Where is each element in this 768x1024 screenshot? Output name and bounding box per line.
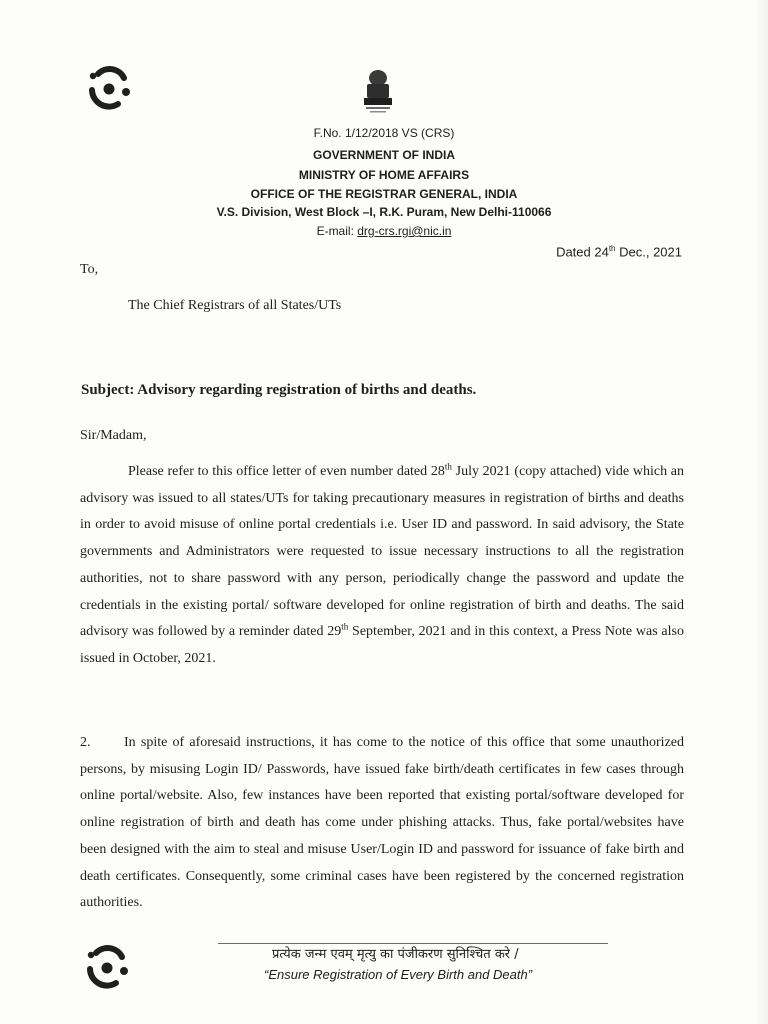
date-suffix: Dec., 2021 — [615, 244, 682, 260]
paragraph-1-part-3: September, 2021 and in this context, a Press Note was also issued in October, 2021. — [80, 624, 684, 666]
footer-slogan-english: “Ensure Registration of Every Birth and Death” — [264, 967, 533, 982]
salutation: Sir/Madam, — [80, 428, 147, 443]
office-line: OFFICE OF THE REGISTRAR GENERAL, INDIA — [250, 187, 518, 201]
state-emblem-icon — [358, 66, 398, 116]
paragraph-2-text: In spite of aforesaid instructions, it has come to the notice of this office that some unauthorized persons, by misusing Login ID/ Passwords, have issued fake birth/death certificates in few cases through online portal/website. Also, few instances have been reported that existing portal/software developed for online registration of birth and death has come under phishing attacks. Thus, fake portal/websites have been designed with the aim to steal and misuse User/Login ID and password for issuance of fake birth and death certificates. Consequently, some criminal cases have been registered by the concerned registration authorities. — [80, 735, 684, 911]
date-superscript: th — [608, 244, 616, 253]
email-line — [0, 224, 768, 238]
ministry-line: MINISTRY OF HOME AFFAIRS — [298, 168, 470, 182]
paragraph-2 — [80, 730, 684, 917]
paragraph-1-part-2: July 2021 (copy attached) vide which an advisory was issued to all states/UTs for taking precautionary measures in registration of births and deaths in order to avoid misuse of online portal credentials i.e. User ID and password. In said advisory, the State governments and Administrators were requested to issue necessary instructions to all the registration authorities, not to share password with any person, periodically change the password and update the credentials in the existing portal/ software developed for online registration of birth and deaths. The said advisory was followed by a reminder dated 29 — [80, 464, 685, 640]
address-line: V.S. Division, West Block –I, R.K. Puram, New Delhi-110066 — [216, 205, 552, 219]
crs-logo-icon — [84, 66, 134, 110]
crs-logo-footer-icon — [82, 945, 132, 989]
date-prefix: Dated 24 — [556, 244, 609, 260]
email-label: E-mail: — [316, 224, 358, 238]
letter-date — [556, 244, 682, 259]
file-number: F.No. 1/12/2018 VS (CRS) — [313, 126, 455, 140]
paragraph-1 — [80, 459, 684, 673]
paragraph-2-number: 2. — [80, 735, 91, 750]
paragraph-1-superscript-2: th — [341, 621, 349, 632]
footer-slogan-hindi: प्रत्येक जन्म एवम् मृत्यु का पंजीकरण सुनिश्चित करे / — [272, 947, 519, 962]
subject-line: Subject: Advisory regarding registration of births and deaths. — [81, 382, 477, 398]
paragraph-1-part-1: Please refer to this office letter of even number dated 28 — [128, 464, 445, 479]
paragraph-1-superscript-1: th — [444, 461, 452, 472]
to-label: To, — [80, 262, 99, 277]
email-link[interactable]: drg-crs.rgi@nic.in — [357, 224, 452, 238]
government-line: GOVERNMENT OF INDIA — [312, 148, 455, 162]
addressee: The Chief Registrars of all States/UTs — [128, 298, 342, 313]
